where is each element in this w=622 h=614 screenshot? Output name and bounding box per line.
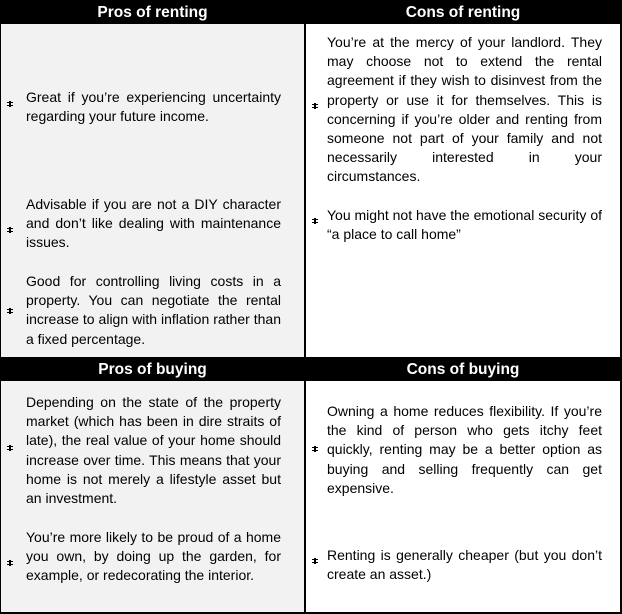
pros-of-buying-header: Pros of buying — [1, 359, 304, 380]
list-item-text: Good for controlling living costs in a property. You can negotiate the rental increase to align with inflation rather than a fixed percentage. — [26, 273, 281, 347]
cons-of-renting-cell — [306, 24, 620, 357]
pros-of-renting-header: Pros of renting — [1, 2, 304, 23]
list-item-text: Owning a home reduces flexibility. If you’re the kind of person who gets itchy feet quickly, renting may be a better option as buying and selling frequently can get expensive. — [327, 403, 602, 496]
bullet-icon — [7, 227, 13, 233]
cons-of-buying-cell — [306, 381, 620, 612]
bullet-icon — [312, 558, 318, 564]
bullet-icon — [7, 308, 13, 314]
cons-of-renting-header: Cons of renting — [306, 2, 620, 23]
list-item-text: Great if you’re experiencing uncertainty regarding your future income. — [26, 89, 281, 125]
list-item-text: You’re more likely to be proud of a home you own, by doing up the garden, for example, or redecorating the interior. — [26, 529, 281, 584]
list-item-text: You might not have the emotional security of “a place to call home” — [327, 207, 602, 243]
list-item-text: Advisable if you are not a DIY character and don’t like dealing with maintenance issues. — [26, 196, 281, 251]
bullet-icon — [312, 218, 318, 224]
pros-of-renting-cell — [1, 24, 304, 357]
pros-of-buying-cell — [1, 381, 304, 612]
bullet-icon — [7, 445, 13, 451]
list-item-text: You’re at the mercy of your landlord. They may choose not to extend the rental agreement if they wish to disinvest from the property or use it for themselves. This is concerning if you’re older and renting from someone not part of your family and not necessarily interested in your circumstances. — [327, 34, 602, 185]
list-item-text: Renting is generally cheaper (but you don’t create an asset.) — [327, 547, 602, 583]
bullet-icon — [7, 560, 13, 566]
bullet-icon — [312, 446, 318, 452]
bullet-icon — [312, 103, 318, 109]
cons-of-buying-header: Cons of buying — [306, 359, 620, 380]
bullet-icon — [7, 101, 13, 107]
list-item-text: Depending on the state of the property market (which has been in dire straits of late), the real value of your home should increase over time. This means that your home is not merely a lifestyle asset but an investment. — [26, 394, 281, 507]
